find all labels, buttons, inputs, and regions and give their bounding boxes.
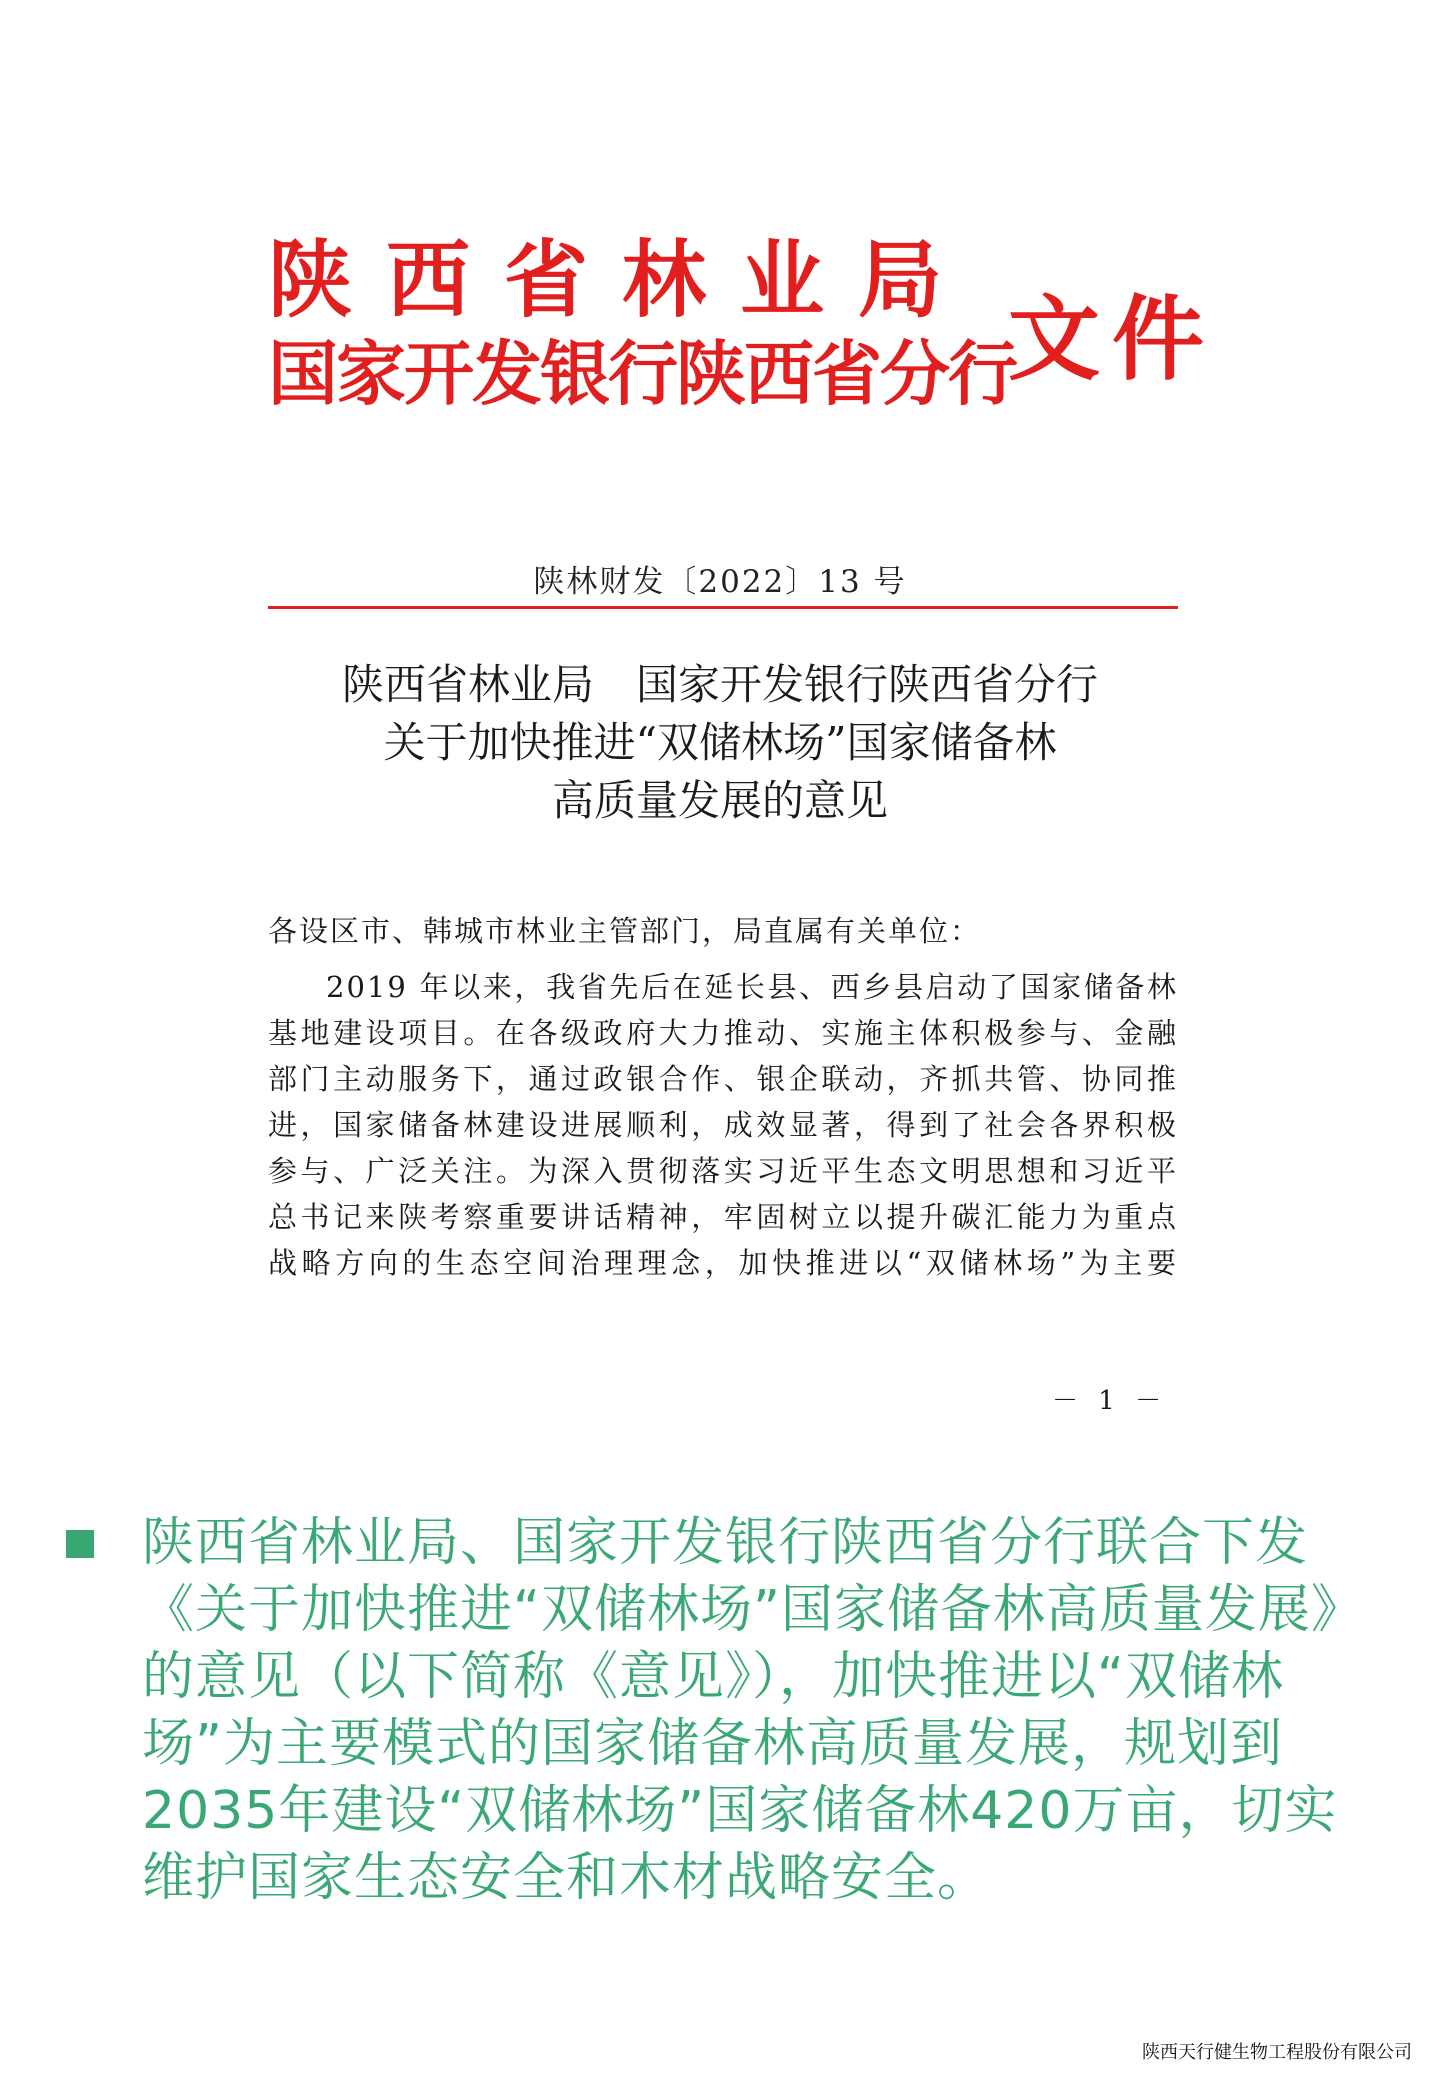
issuer-forestry-bureau: 陕西省林业局 xyxy=(268,231,977,329)
document-title xyxy=(0,656,1440,830)
title-line-2: 关于加快推进“双储林场”国家储备林 xyxy=(383,718,1057,767)
paragraph-line: 基地建设项目。在各级政府大力推动、实施主体积极参与、金融 xyxy=(268,1016,1178,1050)
document-body xyxy=(268,908,1178,1286)
red-divider-line xyxy=(268,606,1178,609)
title-line-3: 高质量发展的意见 xyxy=(551,776,888,825)
summary-text: 陕西省林业局、国家开发银行陕西省分行联合下发《关于加快推进“双储林场”国家储备林高质量发展》的意见（以下简称《意见》），加快推进以“双储林场”为主要模式的国家储备林高质量发展，规划到2035年建设“双储林场”国家储备林420万亩，切实维护国家生态安全和木材战略安全。 xyxy=(142,1513,1364,1908)
document-type-label: 文件 xyxy=(1008,286,1217,393)
green-square-bullet-icon xyxy=(66,1530,94,1558)
paragraph-line: 进，国家储备林建设进展顺利，成效显著，得到了社会各界积极 xyxy=(268,1108,1178,1142)
paragraph-line: 战略方向的生态空间治理理念，加快推进以“双储林场”为主要 xyxy=(268,1246,1178,1280)
paragraph-line: 部门主动服务下，通过政银合作、银企联动，齐抓共管、协同推 xyxy=(268,1062,1178,1096)
footer-company-name: 陕西天行健生物工程股份有限公司 xyxy=(1142,2042,1412,2063)
paragraph-line: 2019 年以来，我省先后在延长县、西乡县启动了国家储备林 xyxy=(326,970,1178,1004)
page-number: － 1 － xyxy=(1052,1386,1168,1416)
document-number: 陕林财发〔2022〕13 号 xyxy=(533,564,907,600)
issuer-cdb-shaanxi-branch: 国家开发银行陕西省分行 xyxy=(268,333,1016,415)
document-header xyxy=(268,231,1217,432)
salutation: 各设区市、韩城市林业主管部门，局直属有关单位： xyxy=(268,914,982,948)
paragraph-line: 总书记来陕考察重要讲话精神，牢固树立以提升碳汇能力为重点 xyxy=(268,1200,1178,1234)
title-line-1: 陕西省林业局 国家开发银行陕西省分行 xyxy=(341,660,1098,709)
paragraph-line: 参与、广泛关注。为深入贯彻落实习近平生态文明思想和习近平 xyxy=(268,1154,1178,1188)
